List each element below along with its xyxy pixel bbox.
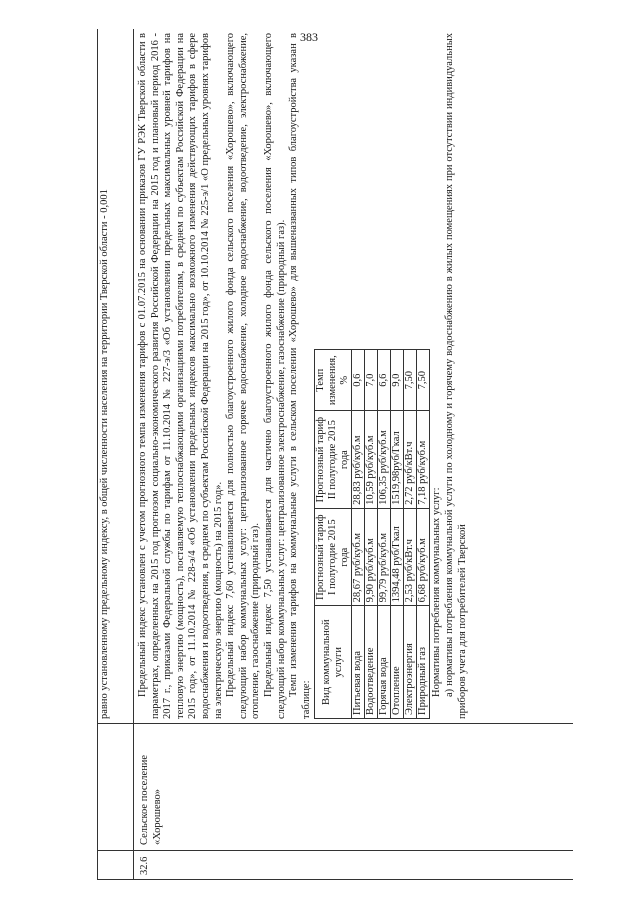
change-rate: 6,6 bbox=[378, 350, 391, 411]
table-row bbox=[391, 350, 404, 719]
row-divider bbox=[133, 29, 134, 879]
header-service: Вид коммунальной услуги bbox=[315, 606, 352, 719]
paragraph-norms-a: а) нормативы потребления коммунальной услуги по холодному и горячему водоснабжению в жилых помещениях при отсутствии индивидуальных приборов учета для потребителей Тверской bbox=[443, 33, 468, 719]
service-name: Отопление bbox=[391, 606, 404, 719]
tariff-h1: 9,90 руб/куб.м bbox=[365, 508, 378, 605]
tariff-h2: 28,83 руб/куб.м bbox=[352, 411, 365, 508]
change-rate: 7,50 bbox=[417, 350, 430, 411]
rotated-page-content bbox=[97, 30, 573, 880]
settlement-name: Сельское поселение «Хорошево» bbox=[139, 754, 163, 845]
service-name: Водоотведение bbox=[365, 606, 378, 719]
row-number: 32.6 bbox=[139, 856, 150, 875]
service-name: Питьевая вода bbox=[352, 606, 365, 719]
tariff-h2: 2,72 руб/кВт.ч bbox=[404, 411, 417, 508]
document-table bbox=[97, 29, 573, 880]
paragraph-norms-title: Нормативы потребления коммунальных услуг: bbox=[431, 487, 443, 697]
table-row bbox=[417, 350, 430, 719]
table-row bbox=[378, 350, 391, 719]
table-border-top bbox=[97, 29, 98, 879]
tariff-h2: 10,59 руб/куб.м bbox=[365, 411, 378, 508]
column-divider-name bbox=[97, 723, 573, 724]
table-row bbox=[365, 350, 378, 719]
tariff-h1: 99,79 руб/куб.м bbox=[378, 508, 391, 605]
top-row-text: равно установленному предельному индексу, в общей численности населения на территории Тверской области - 0,001 bbox=[99, 189, 110, 719]
service-name: Горячая вода bbox=[378, 606, 391, 719]
paragraph-table-intro: Темп изменения тарифов на коммунальные услуги в сельском поселении «Хорошево» для вышеназванных типов благоустройства указан в таблице: bbox=[288, 33, 312, 719]
table-row bbox=[404, 350, 417, 719]
tariff-table bbox=[314, 349, 430, 719]
row-content bbox=[137, 33, 469, 719]
header-change-rate: Темп изменения, % bbox=[315, 350, 352, 411]
service-name: Электроэнергия bbox=[404, 606, 417, 719]
change-rate: 0,6 bbox=[352, 350, 365, 411]
header-tariff-h1: Прогнозный тариф I полугодие 2015 года bbox=[315, 508, 352, 605]
table-header-row bbox=[315, 350, 352, 719]
tariff-h1: 6,68 руб/куб.м bbox=[417, 508, 430, 605]
change-rate: 9,0 bbox=[391, 350, 404, 411]
header-tariff-h2: Прогнозный тариф II полугодие 2015 года bbox=[315, 411, 352, 508]
column-divider-number bbox=[97, 850, 573, 851]
change-rate: 7,50 bbox=[404, 350, 417, 411]
paragraph-index-full: Предельный индекс 7,60 устанавливается для полностью благоустроенного жилого фонда сельского поселения «Хорошево», включающего следующий набор коммунальных услуг: централизованное горячее водоснабжение, холодное водоснабжение, водоотведение, электроснабжение, отопление, газоснабжение (природный газ). bbox=[225, 33, 262, 719]
paragraph-basis: Предельный индекс установлен с учетом прогнозного темпа изменения тарифов с 01.07.2015 на основании приказов ГУ РЭК Тверской области в параметрах, определенных на 2015 год прогнозом социально-экономического развития Российской Федерации на 2015 год и плановый период 2016 - 2017 г., приказами Федеральной службы по тарифам от 11.10.2014 № 227-э/3 «Об установлении предельных максимальных уровней тарифов на тепловую энергию (мощность), поставляемую теплоснабжающими организациями потребителям, в среднем по субъектам Российской Федерации на 2015 год», от 11.10.2014 № 228-э/4 «Об установлении предельных индексов максимально возможного изменения действующих тарифов в сфере водоснабжения и водоотведения, в среднем по субъектам Российской Федерации на 2015 год», от 10.10.2014 № 225-э/1 «О предельных уровнях тарифов на электрическую энергию (мощность) на 2015 год». bbox=[137, 33, 224, 719]
tariff-h2: 1519,98руб/Гкал bbox=[391, 411, 404, 508]
page-number: 383 bbox=[300, 30, 318, 44]
service-name: Природный газ bbox=[417, 606, 430, 719]
tariff-h1: 2,53 руб/кВт.ч bbox=[404, 508, 417, 605]
table-row bbox=[352, 350, 365, 719]
change-rate: 7,0 bbox=[365, 350, 378, 411]
paragraph-index-partial: Предельный индекс 7,50 устанавливается для частично благоустроенного жилого фонда сельского поселения «Хорошево», включающего следующий набор коммунальных услуг: централизованное электроснабжение, газоснабжение (природный газ). bbox=[262, 33, 287, 719]
tariff-h2: 106,35 руб/куб.м bbox=[378, 411, 391, 508]
tariff-h1: 1394,48 руб/Гкал bbox=[391, 508, 404, 605]
tariff-h1: 28,67 руб/куб.м bbox=[352, 508, 365, 605]
tariff-h2: 7,18 руб/куб.м bbox=[417, 411, 430, 508]
